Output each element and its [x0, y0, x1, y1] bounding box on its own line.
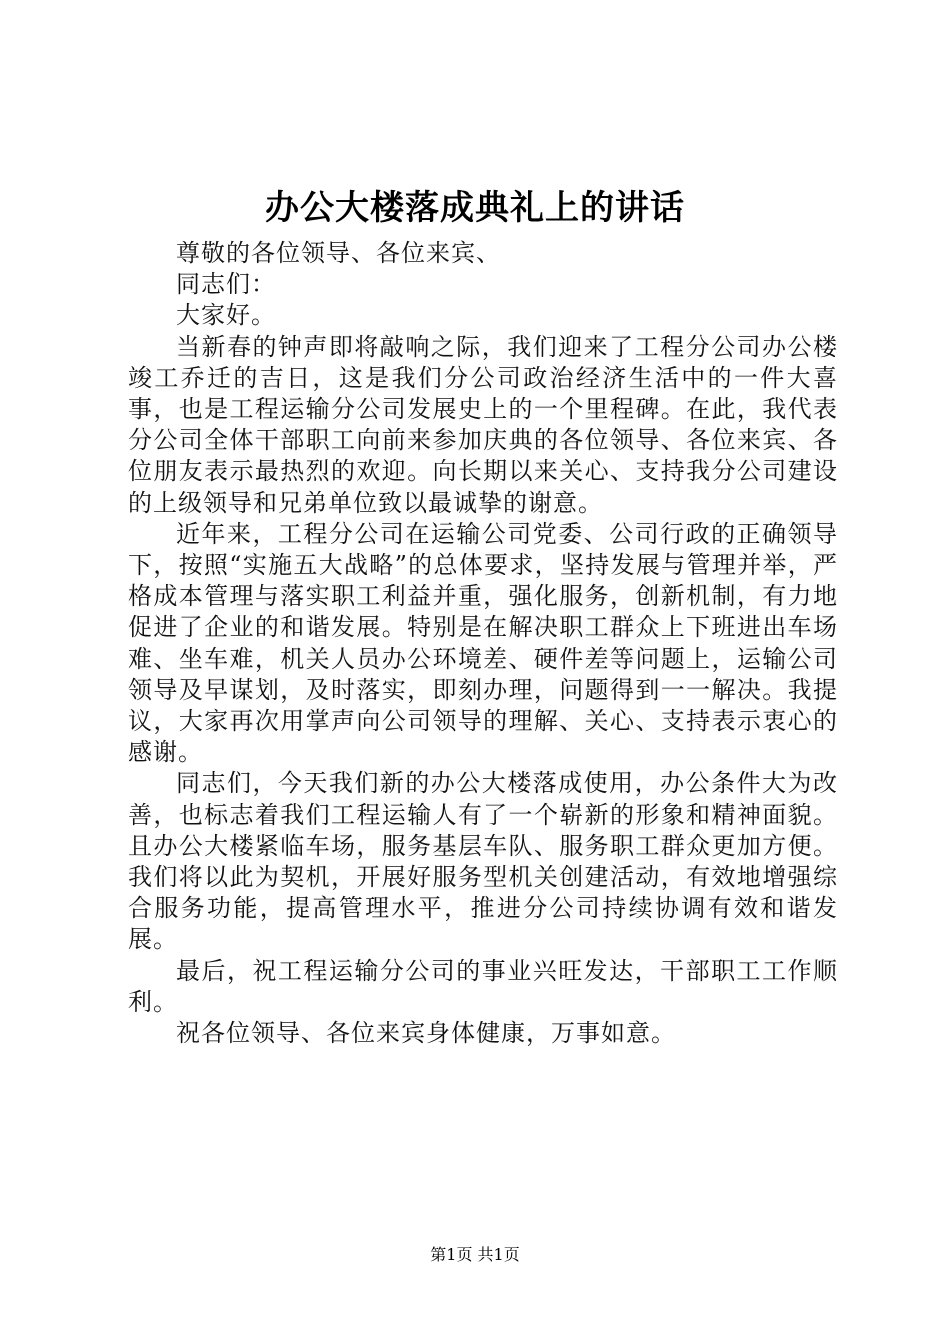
closing-paragraph: 最后，祝工程运输分公司的事业兴旺发达，干部职工工作顺利。	[128, 956, 838, 1016]
greeting-line: 大家好。	[176, 301, 276, 330]
document-body	[128, 238, 838, 1049]
page-number-footer: 第1页 共1页	[430, 1245, 520, 1264]
body-paragraph: 近年来，工程分公司在运输公司党委、公司行政的正确领导下，按照“实施五大战略”的总体要求，坚持发展与管理并举，严格成本管理与落实职工利益并重，强化服务，创新机制，有力地促进了企业的和谐发展。特别是在解决职工群众上下班进出车场难、坐车难，机关人员办公环境差、硬件差等问题上，运输公司领导及早谋划，及时落实，即刻办理，问题得到一一解决。我提议，大家再次用掌声向公司领导的理解、关心、支持表示衷心的感谢。	[128, 519, 838, 767]
salutation-line: 同志们：	[176, 270, 276, 299]
salutation-line: 尊敬的各位领导、各位来宾、	[176, 239, 501, 267]
closing-paragraph: 祝各位领导、各位来宾身体健康，万事如意。	[176, 1019, 676, 1048]
body-paragraph: 当新春的钟声即将敲响之际，我们迎来了工程分公司办公楼竣工乔迁的吉日，这是我们分公司政治经济生活中的一件大喜事，也是工程运输分公司发展史上的一个里程碑。在此，我代表分公司全体干部职工向前来参加庆典的各位领导、各位来宾、各位朋友表示最热烈的欢迎。向长期以来关心、支持我分公司建设的上级领导和兄弟单位致以最诚挚的谢意。	[128, 332, 838, 517]
body-paragraph: 同志们，今天我们新的办公大楼落成使用，办公条件大为改善，也标志着我们工程运输人有了一个崭新的形象和精神面貌。且办公大楼紧临车场，服务基层车队、服务职工群众更加方便。我们将以此为契机，开展好服务型机关创建活动，有效地增强综合服务功能，提高管理水平，推进分公司持续协调有效和谐发展。	[128, 769, 838, 954]
document-title: 办公大楼落成典礼上的讲话	[265, 188, 685, 228]
